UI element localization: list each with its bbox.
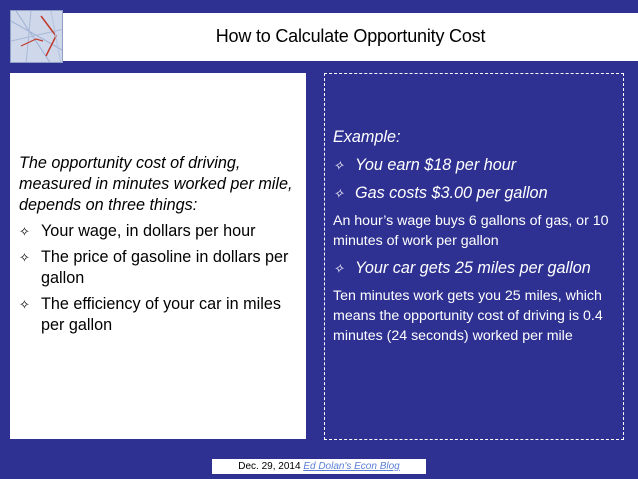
example-bullet	[333, 258, 617, 279]
four-point-star-icon: ✧	[333, 261, 344, 276]
example-bullet-text: You earn $18 per hour	[355, 156, 517, 174]
footer-date: Dec. 29, 2014	[238, 461, 301, 472]
four-point-star-icon: ✧	[19, 297, 30, 312]
title-bar	[63, 13, 638, 61]
intro-text: The opportunity cost of driving, measured in minutes worked per mile, depends on three things:	[19, 154, 293, 214]
left-bullet-item	[19, 247, 300, 289]
left-bullet-text: The price of gasoline in dollars per gallon	[41, 248, 289, 287]
example-panel	[324, 73, 624, 440]
left-content-panel	[10, 73, 306, 439]
blog-link[interactable]: Ed Dolan's Econ Blog	[303, 461, 400, 472]
example-note: An hour’s wage buys 6 gallons of gas, or 10 minutes of work per gallon	[333, 213, 609, 249]
slide-title: How to Calculate Opportunity Cost	[215, 26, 486, 46]
left-bullet-text: The efficiency of your car in miles per gallon	[41, 295, 281, 334]
example-bullet	[333, 183, 617, 204]
example-note: Ten minutes work gets you 25 miles, which means the opportunity cost of driving is 0.4 minutes (24 seconds) worked per mile	[333, 288, 603, 344]
footer	[0, 461, 638, 472]
example-bullet	[333, 155, 617, 176]
four-point-star-icon: ✧	[333, 158, 344, 173]
left-bullet-item	[19, 294, 300, 336]
left-bullet-text: Your wage, in dollars per hour	[41, 222, 256, 240]
example-bullet-text: Your car gets 25 miles per gallon	[355, 259, 591, 277]
left-bullet-item	[19, 221, 300, 242]
four-point-star-icon: ✧	[333, 186, 344, 201]
example-heading: Example:	[333, 128, 401, 146]
example-content	[333, 127, 617, 346]
left-content	[19, 153, 300, 336]
four-point-star-icon: ✧	[19, 224, 30, 239]
example-bullet-text: Gas costs $3.00 per gallon	[355, 184, 548, 202]
four-point-star-icon: ✧	[19, 250, 30, 265]
map-thumbnail-icon	[10, 10, 63, 63]
